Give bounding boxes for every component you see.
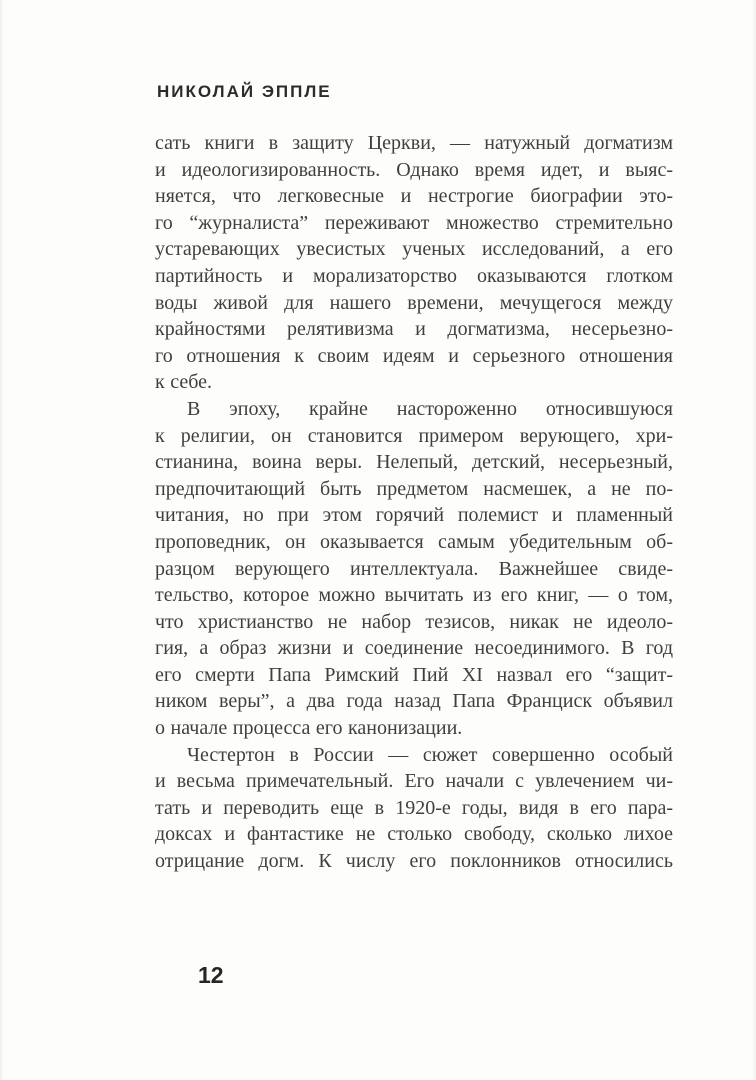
text-line: что христианство не набор тезисов, никак не идеоло-: [155, 610, 673, 633]
paragraph: [155, 130, 673, 396]
text-line: тельство, которое можно вычитать из его книг, — о том,: [155, 584, 673, 607]
text-line: разцом верующего интеллектуала. Важнейшее свиде-: [155, 557, 673, 580]
text-line: няется, что легковесные и нестрогие биографии это-: [155, 185, 673, 208]
text-line: к религии, он становится примером верующего, хри-: [155, 424, 673, 447]
text-line: воды живой для нашего времени, мечущегося между: [155, 291, 673, 314]
text-line: устаревающих увесистых ученых исследований, а его: [155, 238, 673, 261]
text-line: и весьма примечательный. Его начали с увлечением чи-: [155, 770, 673, 793]
page-number: 12: [198, 962, 224, 988]
text-line: предпочитающий быть предметом насмешек, а не по-: [155, 477, 673, 500]
text-line: сать книги в защиту Церкви, — натужный догматизм: [155, 132, 673, 154]
paragraph: [155, 396, 673, 742]
text-line: о начале процесса его канонизации.: [155, 717, 463, 740]
paragraph: [155, 742, 673, 875]
text-line: Честертон в России — сюжет совершенно особый: [187, 743, 673, 766]
text-line: его смерти Папа Римский Пий XI назвал его “защит-: [155, 663, 673, 686]
body-text-block: [155, 130, 673, 875]
text-line: тать и переводить еще в 1920-е годы, видя в его пара-: [155, 796, 673, 819]
text-line: отрицание догм. К числу его поклонников относились: [155, 850, 673, 873]
text-line: читания, но при этом горячий полемист и пламенный: [155, 504, 673, 527]
text-line: ником веры”, а два года назад Папа Франциск объявил: [155, 690, 673, 713]
text-line: го отношения к своим идеям и серьезного отношения: [155, 344, 673, 367]
text-line: стианина, воина веры. Нелепый, детский, несерьезный,: [155, 451, 673, 474]
text-line: и идеологизированность. Однако время идет, и выяс-: [155, 158, 673, 181]
text-line: крайностями релятивизма и догматизма, несерьезно-: [155, 318, 673, 341]
text-line: гия, а образ жизни и соединение несоединимого. В год: [155, 637, 673, 660]
text-line: партийность и морализаторство оказываются глотком: [155, 264, 673, 287]
text-line: В эпоху, крайне настороженно относившуюся: [187, 397, 673, 420]
text-line: го “журналиста” переживают множество стремительно: [155, 211, 673, 234]
text-line: доксах и фантастике не столько свободу, сколько лихое: [155, 823, 673, 846]
text-line: к себе.: [155, 371, 213, 394]
running-header: НИКОЛАЙ ЭППЛЕ: [157, 82, 332, 101]
text-line: проповедник, он оказывается самым убедительным об-: [155, 530, 673, 553]
